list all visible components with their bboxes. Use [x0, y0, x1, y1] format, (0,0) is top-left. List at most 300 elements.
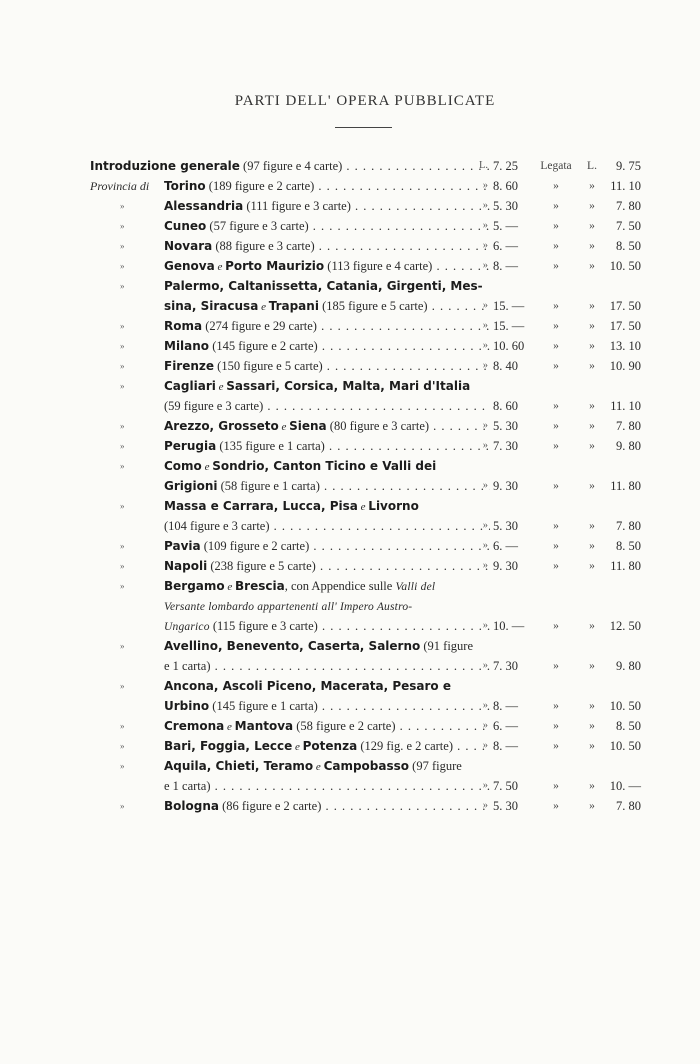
- legata-prefix: »: [589, 220, 595, 232]
- entry-title: [90, 156, 490, 176]
- region-name: Novara: [164, 239, 213, 253]
- price-prefix: »: [482, 240, 488, 251]
- entry-line: [0, 416, 700, 436]
- entry-title: [164, 576, 490, 597]
- entry-title: [164, 456, 490, 477]
- ditto-mark: »: [120, 461, 125, 471]
- price-prefix: »: [482, 180, 488, 191]
- ditto-mark: »: [120, 241, 125, 251]
- price-bound: 11. 10: [610, 399, 641, 413]
- entry-line: [0, 556, 700, 576]
- price-prefix: »: [482, 740, 488, 751]
- region-name: Cuneo: [164, 219, 207, 233]
- price-unbound: 9. 30: [493, 479, 518, 493]
- price-prefix: »: [482, 480, 488, 491]
- entry-detail: e 1 carta): [164, 659, 211, 673]
- entry-title: [164, 796, 490, 816]
- table-row: [0, 236, 700, 256]
- entry-detail: (115 figure e 3 carte): [209, 619, 318, 633]
- legata-prefix: »: [589, 200, 595, 212]
- price-unbound: 7. 30: [493, 439, 518, 453]
- legata-prefix: »: [589, 740, 595, 752]
- legata-label: »: [553, 400, 559, 412]
- entry-detail: (185 figure e 5 carte): [318, 299, 428, 313]
- entry-line: [0, 436, 700, 456]
- entry-line: [0, 576, 700, 596]
- legata-prefix: »: [589, 700, 595, 712]
- legata-prefix: »: [589, 340, 595, 352]
- price-prefix: »: [482, 560, 488, 571]
- table-row: [0, 436, 700, 456]
- price-bound: 12. 50: [609, 619, 641, 633]
- conjunction: e: [201, 461, 213, 473]
- price-bound: 13. 10: [609, 339, 641, 353]
- entry-title: [164, 656, 490, 676]
- region-name: Mantova: [234, 719, 294, 733]
- region-name: sina, Siracusa: [164, 299, 259, 313]
- table-row: [0, 636, 700, 676]
- price-unbound: 7. 30: [493, 659, 518, 673]
- table-row: [0, 156, 700, 176]
- ditto-mark: »: [120, 801, 125, 811]
- region-name: Sassari, Corsica, Malta, Mari d'Italia: [226, 379, 471, 393]
- price-prefix: »: [482, 200, 488, 211]
- price-prefix: »: [482, 440, 488, 451]
- price-unbound: 15. —: [493, 299, 525, 313]
- region-name: Grigioni: [164, 479, 218, 493]
- table-row: [0, 736, 700, 756]
- conjunction: e: [224, 581, 236, 593]
- region-name: Cremona: [164, 719, 225, 733]
- price-prefix: »: [482, 660, 488, 671]
- legata-prefix: »: [589, 620, 595, 632]
- entry-detail: (59 figure e 3 carte): [164, 399, 264, 413]
- region-name: Introduzione generale: [90, 159, 240, 173]
- region-name: Arezzo, Grosseto: [164, 419, 279, 433]
- entry-title: [164, 476, 490, 496]
- table-row: [0, 556, 700, 576]
- price-unbound: 5. 30: [493, 519, 518, 533]
- table-row: [0, 416, 700, 436]
- price-bound: 17. 50: [609, 319, 641, 333]
- region-name: Potenza: [302, 739, 358, 753]
- ditto-mark: »: [120, 261, 125, 271]
- ditto-mark: »: [120, 321, 125, 331]
- entry-line: [0, 636, 700, 656]
- entry-detail: (97 figure e 4 carte): [239, 159, 343, 173]
- entry-title: [164, 396, 490, 416]
- ditto-mark: »: [120, 541, 125, 551]
- price-unbound: 15. —: [493, 319, 525, 333]
- legata-prefix: L.: [587, 160, 597, 172]
- price-prefix: L.: [478, 160, 488, 171]
- price-unbound: 5. 30: [493, 419, 518, 433]
- table-row: [0, 176, 700, 196]
- price-bound: 10. —: [609, 779, 641, 793]
- region-name: Roma: [164, 319, 203, 333]
- price-prefix: »: [482, 340, 488, 351]
- region-name: Trapani: [268, 299, 319, 313]
- price-prefix: »: [482, 520, 488, 531]
- entry-title: [164, 436, 490, 456]
- price-prefix: »: [482, 780, 488, 791]
- entry-detail: (86 figure e 2 carte): [218, 799, 322, 813]
- legata-label: »: [553, 540, 559, 552]
- ditto-mark: »: [120, 641, 125, 651]
- ditto-mark: »: [120, 421, 125, 431]
- legata-prefix: »: [589, 240, 595, 252]
- entry-title: [164, 516, 490, 536]
- price-unbound: 8. —: [493, 259, 518, 273]
- price-bound: 8. 50: [616, 719, 641, 733]
- price-bound: 9. 75: [616, 159, 641, 173]
- entry-line: [0, 456, 700, 476]
- price-unbound: 7. 25: [493, 159, 518, 173]
- conjunction: e: [292, 741, 303, 753]
- entry-detail: (238 figure e 5 carte): [207, 559, 316, 573]
- price-prefix: »: [482, 260, 488, 271]
- entry-title: [164, 376, 490, 397]
- region-name: Pavia: [164, 539, 201, 553]
- price-list: [0, 156, 700, 816]
- entry-detail: (91 figure: [420, 639, 474, 653]
- table-row: [0, 256, 700, 276]
- price-prefix: »: [482, 360, 488, 371]
- entry-title: [164, 216, 490, 236]
- legata-prefix: »: [589, 360, 595, 372]
- conjunction: e: [278, 421, 290, 433]
- legata-prefix: »: [589, 400, 595, 412]
- table-row: [0, 796, 700, 816]
- entry-detail: (80 figure e 3 carte): [326, 419, 430, 433]
- entry-line: [0, 496, 700, 516]
- region-name: Bologna: [164, 799, 219, 813]
- price-unbound: 8. 40: [493, 359, 518, 373]
- legata-label: Legata: [540, 160, 572, 172]
- entry-line: [0, 596, 700, 616]
- entry-detail: (88 figure e 3 carte): [212, 239, 315, 253]
- entry-detail: , con Appendice sulle: [284, 579, 396, 593]
- ditto-mark: »: [120, 561, 125, 571]
- ditto-mark: »: [120, 721, 125, 731]
- region-name: Livorno: [368, 499, 419, 513]
- page-title: PARTI DELL' OPERA PUBBLICATE: [234, 93, 496, 109]
- price-bound: 11. 10: [610, 179, 641, 193]
- ditto-mark: »: [120, 281, 125, 291]
- region-name: Siena: [289, 419, 327, 433]
- price-bound: 8. 50: [616, 539, 641, 553]
- table-row: [0, 316, 700, 336]
- entry-line: [0, 176, 700, 196]
- entry-title: [164, 296, 490, 317]
- price-unbound: 5. 30: [493, 799, 518, 813]
- entry-title: [164, 316, 490, 336]
- legata-prefix: »: [589, 260, 595, 272]
- legata-label: »: [553, 420, 559, 432]
- entry-line: [0, 316, 700, 336]
- entry-detail: (109 figure e 2 carte): [200, 539, 310, 553]
- entry-title: [164, 756, 490, 777]
- italic-note: Versante lombardo appartenenti all' Impero Austro-: [164, 601, 413, 613]
- entry-title: [164, 356, 490, 376]
- region-name: Bergamo: [164, 579, 225, 593]
- entry-detail: (145 figure e 1 carta): [209, 699, 318, 713]
- region-name: Milano: [164, 339, 210, 353]
- legata-label: »: [553, 480, 559, 492]
- entry-detail: (58 figure e 1 carta): [217, 479, 320, 493]
- price-unbound: 5. 30: [493, 199, 518, 213]
- legata-label: »: [553, 720, 559, 732]
- region-name: Bari, Foggia, Lecce: [164, 739, 293, 753]
- legata-label: »: [553, 780, 559, 792]
- legata-label: »: [553, 440, 559, 452]
- legata-label: »: [553, 200, 559, 212]
- entry-line: [0, 336, 700, 356]
- entry-line: [0, 716, 700, 736]
- legata-label: »: [553, 320, 559, 332]
- entry-title: [164, 236, 490, 256]
- ditto-mark: »: [120, 581, 125, 591]
- price-prefix: »: [482, 420, 488, 431]
- entry-line: [0, 656, 700, 676]
- table-row: [0, 356, 700, 376]
- entry-line: [0, 216, 700, 236]
- price-bound: 7. 80: [616, 519, 641, 533]
- legata-label: »: [553, 340, 559, 352]
- entry-title: [164, 276, 490, 296]
- entry-title: [164, 556, 490, 576]
- ditto-mark: »: [120, 741, 125, 751]
- legata-label: »: [553, 260, 559, 272]
- entry-line: [0, 276, 700, 296]
- legata-label: »: [553, 700, 559, 712]
- entry-title: [164, 256, 490, 277]
- price-bound: 10. 50: [609, 739, 641, 753]
- ditto-mark: »: [120, 761, 125, 771]
- price-bound: 7. 80: [616, 799, 641, 813]
- legata-label: »: [553, 360, 559, 372]
- ditto-mark: »: [120, 681, 125, 691]
- legata-label: »: [553, 620, 559, 632]
- entry-detail: (58 figure e 2 carte): [293, 719, 396, 733]
- conjunction: e: [215, 381, 227, 393]
- entry-title: [164, 636, 490, 656]
- price-bound: 7. 80: [616, 419, 641, 433]
- legata-label: »: [553, 740, 559, 752]
- price-unbound: 6. —: [493, 539, 518, 553]
- price-unbound: 8. 60: [493, 179, 518, 193]
- ditto-mark: »: [120, 501, 125, 511]
- price-bound: 7. 50: [616, 219, 641, 233]
- entry-title: [164, 676, 490, 696]
- entry-line: [0, 796, 700, 816]
- price-bound: 9. 80: [616, 659, 641, 673]
- legata-prefix: »: [589, 780, 595, 792]
- legata-prefix: »: [589, 440, 595, 452]
- ditto-mark: »: [120, 441, 125, 451]
- price-prefix: »: [482, 800, 488, 811]
- region-name: Torino: [164, 179, 206, 193]
- legata-label: »: [553, 560, 559, 572]
- legata-prefix: »: [589, 520, 595, 532]
- price-bound: 8. 50: [616, 239, 641, 253]
- table-row: [0, 756, 700, 796]
- table-row: [0, 716, 700, 736]
- conjunction: e: [224, 721, 235, 733]
- entry-title: [164, 496, 490, 517]
- legata-label: »: [553, 520, 559, 532]
- table-row: [0, 676, 700, 716]
- region-name: Cagliari: [164, 379, 216, 393]
- entry-title: [164, 416, 490, 437]
- conjunction: e: [258, 301, 269, 313]
- price-prefix: »: [482, 300, 488, 311]
- price-prefix: »: [482, 720, 488, 731]
- table-row: [0, 536, 700, 556]
- legata-label: »: [553, 180, 559, 192]
- entry-title: [164, 596, 490, 617]
- entry-detail: (104 figure e 3 carte): [164, 519, 270, 533]
- entry-line: [0, 156, 700, 176]
- entry-line: [0, 516, 700, 536]
- price-unbound: 5. —: [493, 219, 518, 233]
- price-bound: 10. 50: [609, 699, 641, 713]
- ditto-mark: »: [120, 381, 125, 391]
- conjunction: e: [214, 261, 226, 273]
- legata-prefix: »: [589, 720, 595, 732]
- italic-note: Valli del: [395, 581, 436, 593]
- region-name: Porto Maurizio: [225, 259, 325, 273]
- region-name: Urbino: [164, 699, 210, 713]
- price-bound: 10. 50: [609, 259, 641, 273]
- legata-prefix: »: [589, 800, 595, 812]
- region-name: Campobasso: [323, 759, 410, 773]
- region-name: Perugia: [164, 439, 217, 453]
- entry-detail: (129 fig. e 2 carte): [357, 739, 453, 753]
- entry-line: [0, 356, 700, 376]
- legata-label: »: [553, 660, 559, 672]
- price-unbound: 10. —: [493, 619, 525, 633]
- entry-detail: (150 figure e 5 carte): [214, 359, 323, 373]
- table-row: [0, 456, 700, 496]
- price-bound: 9. 80: [616, 439, 641, 453]
- entry-title: [164, 736, 490, 757]
- ditto-mark: »: [120, 341, 125, 351]
- entry-line: [0, 696, 700, 716]
- entry-title: [164, 536, 490, 556]
- price-prefix: »: [482, 620, 488, 631]
- region-name: Alessandria: [164, 199, 244, 213]
- region-name: Firenze: [164, 359, 215, 373]
- province-prefix: Provincia di: [90, 179, 150, 193]
- table-row: [0, 216, 700, 236]
- region-name: Ancona, Ascoli Piceno, Macerata, Pesaro e: [164, 679, 451, 693]
- entry-title: [164, 336, 490, 356]
- legata-prefix: »: [589, 420, 595, 432]
- entry-line: [0, 756, 700, 776]
- region-name: Napoli: [164, 559, 208, 573]
- legata-prefix: »: [589, 660, 595, 672]
- entry-title: [164, 776, 490, 796]
- table-row: [0, 576, 700, 636]
- region-name: Como: [164, 459, 202, 473]
- legata-label: »: [553, 300, 559, 312]
- entry-line: [0, 476, 700, 496]
- price-unbound: 8. —: [493, 739, 518, 753]
- conjunction: e: [357, 501, 369, 513]
- region-name: Sondrio, Canton Ticino e Valli dei: [212, 459, 437, 473]
- legata-prefix: »: [589, 480, 595, 492]
- entry-detail: (111 figure e 3 carte): [243, 199, 351, 213]
- legata-prefix: »: [589, 560, 595, 572]
- legata-prefix: »: [589, 320, 595, 332]
- price-prefix: »: [482, 320, 488, 331]
- entry-detail: (97 figure: [409, 759, 462, 773]
- price-bound: 17. 50: [609, 299, 641, 313]
- entry-line: [0, 256, 700, 276]
- entry-line: [0, 196, 700, 216]
- price-bound: 11. 80: [610, 559, 641, 573]
- entry-line: [0, 776, 700, 796]
- price-unbound: 8. —: [493, 699, 518, 713]
- price-unbound: 9. 30: [493, 559, 518, 573]
- entry-line: [0, 616, 700, 636]
- entry-line: [0, 736, 700, 756]
- price-unbound: 6. —: [493, 719, 518, 733]
- region-name: Genova: [164, 259, 215, 273]
- ditto-mark: »: [120, 221, 125, 231]
- legata-label: »: [553, 240, 559, 252]
- ditto-mark: »: [120, 201, 125, 211]
- price-unbound: 6. —: [493, 239, 518, 253]
- table-row: [0, 496, 700, 536]
- entry-title: [164, 196, 490, 216]
- price-prefix: »: [482, 220, 488, 231]
- entry-detail: e 1 carta): [164, 779, 211, 793]
- entry-title: [164, 176, 490, 196]
- entry-title: [164, 696, 490, 716]
- entry-line: [0, 236, 700, 256]
- price-prefix: »: [482, 540, 488, 551]
- entry-detail: (189 figure e 2 carte): [205, 179, 315, 193]
- region-name: Aquila, Chieti, Teramo: [164, 759, 314, 773]
- entry-line: [0, 396, 700, 416]
- italic-note: Ungarico: [164, 621, 210, 633]
- price-unbound: 10. 60: [493, 339, 525, 353]
- price-bound: 11. 80: [610, 479, 641, 493]
- entry-title: [164, 716, 490, 737]
- entry-detail: (145 figure e 2 carte): [209, 339, 318, 353]
- legata-label: »: [553, 800, 559, 812]
- price-bound: 10. 90: [609, 359, 641, 373]
- entry-line: [0, 536, 700, 556]
- price-unbound: 7. 50: [493, 779, 518, 793]
- region-name: Avellino, Benevento, Caserta, Salerno: [164, 639, 421, 653]
- entry-line: [0, 296, 700, 316]
- table-row: [0, 276, 700, 316]
- conjunction: e: [313, 761, 324, 773]
- title-rule: [335, 127, 392, 128]
- entry-detail: (113 figure e 4 carte): [324, 259, 433, 273]
- entry-detail: (274 figure e 29 carte): [202, 319, 317, 333]
- legata-prefix: »: [589, 300, 595, 312]
- price-unbound: 8. 60: [493, 399, 518, 413]
- price-bound: 7. 80: [616, 199, 641, 213]
- region-name: Brescia: [235, 579, 285, 593]
- legata-prefix: »: [589, 180, 595, 192]
- legata-label: »: [553, 220, 559, 232]
- entry-detail: (57 figure e 3 carte): [206, 219, 309, 233]
